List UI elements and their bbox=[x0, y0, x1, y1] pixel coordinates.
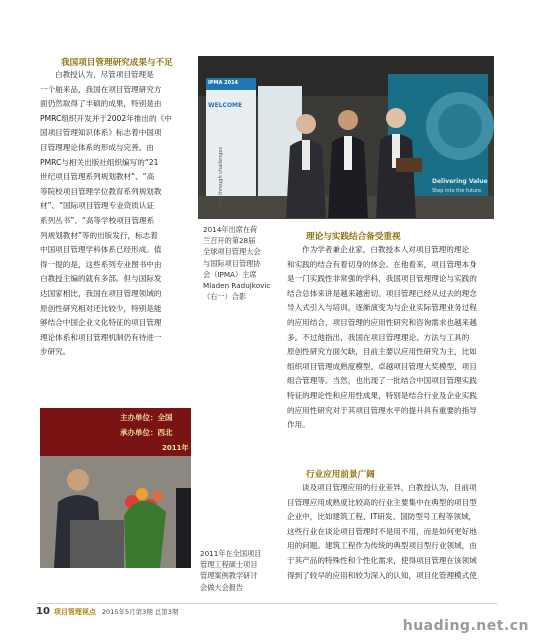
body-line: 得到了较早的应用和较为深入的认知，项目化管理模式使 bbox=[287, 570, 477, 580]
body-line: 谈及项目管理应用的行业差异，白教授认为，目前项 bbox=[302, 483, 477, 492]
body-line: 于其产品的特殊性和个性化需求，使得项目管理在该领域 bbox=[287, 555, 477, 565]
body-line: 国项目管理知识体系》标志着中国项 bbox=[40, 128, 162, 138]
body-line: 企业中，比如建筑工程、IT研发、国防型号工程等领域， bbox=[287, 512, 477, 522]
banner-left-vertical-text: Step through challenges bbox=[218, 146, 224, 208]
body-line: PMRC与相关出版社组织编写的“21 bbox=[40, 157, 159, 167]
photo-caption-2014 bbox=[203, 224, 279, 302]
photo2-banner-line3: 2011年 bbox=[162, 444, 189, 452]
body-line: 够结合中国企业文化特征的项目管理 bbox=[40, 318, 162, 328]
body-line: 白教授主编的就有多部。但与国际发 bbox=[40, 274, 162, 284]
body-line: 作为学者兼企业家，白教授本人对项目管理的理论 bbox=[302, 245, 470, 254]
section-heading-theory-practice: 理论与实践结合备受重视 bbox=[306, 232, 401, 242]
body-line: 原创性研究方面欠缺，目前主要以应用性研究为主，比如 bbox=[287, 347, 477, 357]
body-line: 是一门实践性非常强的学科，我国项目管理理论与实践的 bbox=[287, 274, 477, 284]
body-line: 列规划教材”等的出版发行，标志着 bbox=[40, 230, 158, 240]
body-line: 系列丛书”、“高等学校项目管理系 bbox=[40, 215, 155, 225]
conference-photo-2014 bbox=[198, 56, 494, 219]
photo2-banner-line2: 承办单位：西北 bbox=[120, 428, 173, 437]
body-line: 步研究。 bbox=[40, 347, 71, 357]
caption-line: 与国际项目管理协 bbox=[203, 258, 261, 268]
body-line: 材”、“国际项目管理专业资质认证 bbox=[40, 201, 155, 211]
body-line: 多。不过他指出，我国在项目管理理论、方法与工具的 bbox=[287, 332, 470, 342]
page-footer bbox=[36, 607, 178, 617]
section-body-research bbox=[40, 68, 190, 360]
body-line: 目管理理论体系的形成与完善。由 bbox=[40, 142, 154, 152]
body-line: 这些行业在谈论项目管理时不是用不用，而是如何更好地 bbox=[287, 526, 477, 536]
site-watermark: huading.net.cn bbox=[402, 618, 529, 634]
body-line: 世纪项目管理系列规划教材”、“高 bbox=[40, 172, 155, 182]
banner-right-text: Delivering Value bbox=[432, 178, 488, 185]
body-line: 结合总体来讲是越来越密切。项目管理已经从过去的理念 bbox=[287, 288, 477, 298]
photo2-banner-line1: 主办单位：全国 bbox=[120, 413, 173, 422]
section-body-theory-practice bbox=[287, 243, 499, 433]
body-line: 等院校项目管理学位教育系列规划教 bbox=[40, 186, 162, 196]
caption-line: 兰召开的第28届 bbox=[203, 236, 256, 246]
caption-line: 会做大会报告 bbox=[200, 582, 244, 592]
body-line: 和实践的结合有着切身的体会。在他看来，项目管理本身 bbox=[287, 259, 477, 269]
caption-line: 2011年在全国项目 bbox=[200, 549, 262, 558]
photo-caption-2011 bbox=[200, 548, 278, 593]
body-line: PMRC组织开发并于2002年推出的《中 bbox=[40, 113, 172, 123]
banner-welcome-text: WELCOME bbox=[208, 102, 243, 109]
caption-line: 会（IPMA）主席 bbox=[203, 269, 257, 279]
body-line: 导入式引入与培训，逐渐演变为与企业实际管理业务过程 bbox=[287, 303, 477, 313]
caption-line: 管理案例教学研讨 bbox=[200, 571, 258, 581]
body-line: 一个舶来品，我国在项目管理研究方 bbox=[40, 84, 162, 94]
section-heading-industry: 行业应用前景广阔 bbox=[306, 470, 375, 480]
caption-line: 2014年出席在荷 bbox=[203, 225, 258, 234]
body-line: 用的问题。建筑工程作为传统的典型项目型行业领域，由 bbox=[287, 541, 477, 551]
caption-line: Mladen Radujkovic bbox=[203, 281, 271, 291]
body-line: 理论体系和项目管理机制仍有待进一 bbox=[40, 332, 162, 342]
body-line: 原创性研究相对还比较少，特别是能 bbox=[40, 303, 162, 313]
page-number: 10 bbox=[36, 606, 50, 617]
body-line: 目管理应用成熟度比较高的行业主要集中在典型的项目型 bbox=[287, 497, 477, 507]
body-line: 中国项目管理学科体系已经形成。值 bbox=[40, 245, 162, 255]
photo-2014-illustration bbox=[198, 56, 494, 219]
body-line: 作用。 bbox=[287, 420, 310, 430]
body-line: 组织项目管理成熟度模型、卓越项目管理大奖模型、项目 bbox=[287, 361, 477, 371]
caption-line: 管理工程硕士项目 bbox=[200, 560, 258, 570]
banner-ipma-text: IPMA 2014 bbox=[208, 80, 239, 86]
magazine-name: 项目管理视点 bbox=[53, 608, 96, 616]
body-line: 面仍然取得了丰硕的成果，特别是由 bbox=[40, 99, 162, 109]
issue-info: 2015年5月第3期 总第3期 bbox=[101, 608, 179, 616]
banner-right-text-2: Step into the future bbox=[432, 188, 482, 194]
body-line: 白教授认为，尽管项目管理是 bbox=[55, 70, 154, 79]
caption-line: （右一）合影 bbox=[203, 292, 247, 302]
body-line: 达国家相比，我国在项目管理领域的 bbox=[40, 288, 162, 298]
body-line: 特征的理论性和应用性成果，特别是结合行业及企业实践 bbox=[287, 390, 477, 400]
body-line: 得一提的是，这些系列专业图书中由 bbox=[40, 259, 162, 269]
body-line: 的应用结合，项目管理的应用性研究和咨询需求也越来越 bbox=[287, 317, 477, 327]
section-heading-research: 我国项目管理研究成果与不足 bbox=[61, 58, 173, 68]
section-body-industry bbox=[287, 481, 499, 583]
footer-divider bbox=[37, 603, 497, 604]
body-line: 的应用性研究对于其项目管理水平的提升具有重要的指导 bbox=[287, 405, 477, 415]
caption-line: 全球项目管理大会 bbox=[203, 247, 261, 257]
body-line: 组合管理等。当然，也出现了一批结合中国项目管理实践 bbox=[287, 376, 477, 386]
lecture-photo-2011 bbox=[40, 408, 191, 568]
